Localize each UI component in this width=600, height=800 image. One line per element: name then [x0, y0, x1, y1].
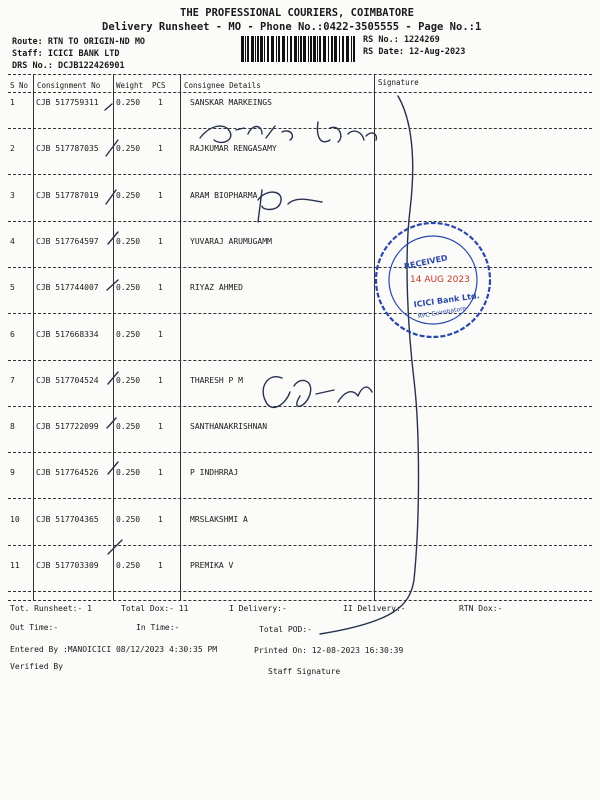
mark-tick [108, 232, 118, 244]
entered-by: Entered By :MANOICICI 08/12/2023 4:30:35 PM [10, 645, 218, 654]
row-consignment: CJB 517704524 [36, 376, 99, 385]
row-consignment: CJB 517703309 [36, 561, 99, 570]
row-pcs: 1 [158, 237, 163, 246]
row-weight: 0.250 [116, 561, 141, 570]
row-consignment: CJB 517764597 [36, 237, 99, 246]
row-pcs: 1 [158, 468, 163, 477]
mark-tick [107, 418, 116, 428]
stamp-sub: RPC Coimbatore [417, 305, 467, 321]
mark-tick [108, 540, 122, 554]
row-weight: 0.250 [116, 422, 141, 431]
row-sno: 3 [10, 191, 15, 200]
row-sno: 5 [10, 283, 15, 292]
row-sno: 10 [10, 515, 20, 524]
row-consignment: CJB 517759311 [36, 98, 99, 107]
verified-by: Verified By [10, 662, 63, 671]
row-sno: 2 [10, 144, 15, 153]
header-sno: S No [10, 81, 29, 90]
staff-signature-label: Staff Signature [268, 667, 341, 676]
route-label: Route: RTN TO ORIGIN-ND MO [12, 37, 146, 47]
row-pcs: 1 [158, 422, 163, 431]
row-sno: 8 [10, 422, 15, 431]
row-consignee: RAJKUMAR RENGASAMY [190, 144, 277, 153]
header-pcs: PCS [152, 81, 166, 90]
row-sno: 7 [10, 376, 15, 385]
row-pcs: 1 [158, 283, 163, 292]
row-consignment: CJB 517787019 [36, 191, 99, 200]
rtn-dox: RTN Dox:- [459, 604, 503, 613]
row-sno: 1 [10, 98, 15, 107]
row-weight: 0.250 [116, 237, 141, 246]
row-pcs: 1 [158, 515, 163, 524]
row-consignment: CJB 517744007 [36, 283, 99, 292]
stamp-org: ICICI Bank Ltd. [413, 291, 481, 310]
signature-scribble [258, 190, 322, 222]
row-weight: 0.250 [116, 330, 141, 339]
header-consignee: Consignee Details [184, 81, 261, 90]
row-consignee: RIYAZ AHMED [190, 283, 243, 292]
row-weight: 0.250 [116, 144, 141, 153]
row-consignee: YUVARAJ ARUMUGAMM [190, 237, 272, 246]
row-consignment: CJB 517704365 [36, 515, 99, 524]
row-consignment: CJB 517722099 [36, 422, 99, 431]
row-sno: 4 [10, 237, 15, 246]
row-weight: 0.250 [116, 191, 141, 200]
row-pcs: 1 [158, 191, 163, 200]
mark-tick [108, 462, 118, 474]
row-weight: 0.250 [116, 283, 141, 292]
runsheet-subtitle: Delivery Runsheet - MO - Phone No.:0422-3505555 - Page No.:1 [102, 21, 482, 33]
row-consignee: ARAM BIOPHARMA [190, 191, 258, 200]
rs-number: RS No.: 1224269 [363, 35, 440, 45]
signature-tick [320, 96, 419, 634]
row-sno: 9 [10, 468, 15, 477]
row-consignee: MRSLAKSHMI A [190, 515, 248, 524]
header-weight: Weight [116, 81, 144, 90]
row-consignee: SANSKAR MARKEINGS [190, 98, 272, 107]
row-consignment: CJB 517764526 [36, 468, 99, 477]
row-weight: 0.250 [116, 515, 141, 524]
stamp-received: RECEIVED [403, 253, 449, 272]
in-time: In Time:- [136, 623, 180, 632]
i-delivery: I Delivery:- [229, 604, 287, 613]
row-consignee: THARESH P M [190, 376, 243, 385]
row-consignment: CJB 517787035 [36, 144, 99, 153]
mark-tick [106, 140, 118, 156]
row-consignee: SANTHANAKRISHNAN [190, 422, 268, 431]
out-time: Out Time:- [10, 623, 59, 632]
stamp-date: 14 AUG 2023 [410, 275, 470, 285]
printed-on: Printed On: 12-08-2023 16:30:39 [254, 646, 404, 655]
drs-number: DRS No.: DCJB122426901 [12, 61, 125, 71]
row-pcs: 1 [158, 98, 163, 107]
row-sno: 6 [10, 330, 15, 339]
mark-tick [106, 190, 116, 204]
row-weight: 0.250 [116, 468, 141, 477]
company-title: THE PROFESSIONAL COURIERS, COIMBATORE [180, 7, 414, 19]
received-stamp [376, 223, 490, 337]
header-signature: Signature [378, 78, 419, 87]
row-consignment: CJB 517668334 [36, 330, 99, 339]
ii-delivery: II Delivery:- [343, 604, 406, 613]
tot-runsheet: Tot. Runsheet:- 1 [10, 604, 92, 613]
row-weight: 0.250 [116, 376, 141, 385]
row-pcs: 1 [158, 376, 163, 385]
row-pcs: 1 [158, 561, 163, 570]
header-consignment: Consignment No [37, 81, 101, 90]
row-pcs: 1 [158, 330, 163, 339]
row-pcs: 1 [158, 144, 163, 153]
mark-tick [107, 280, 118, 290]
total-pod: Total POD:- [259, 625, 312, 634]
row-consignee: PREMIKA V [190, 561, 234, 570]
signature-scribble [200, 122, 376, 142]
total-dox: Total Dox:- 11 [121, 604, 189, 613]
row-weight: 0.250 [116, 98, 141, 107]
row-consignee: P INDHRRAJ [190, 468, 239, 477]
mark-tick [108, 372, 118, 384]
rs-date: RS Date: 12-Aug-2023 [363, 47, 466, 57]
staff-label: Staff: ICICI BANK LTD [12, 49, 120, 59]
signature-scribble [263, 377, 372, 408]
row-sno: 11 [10, 561, 20, 570]
mark-tick [105, 104, 112, 110]
